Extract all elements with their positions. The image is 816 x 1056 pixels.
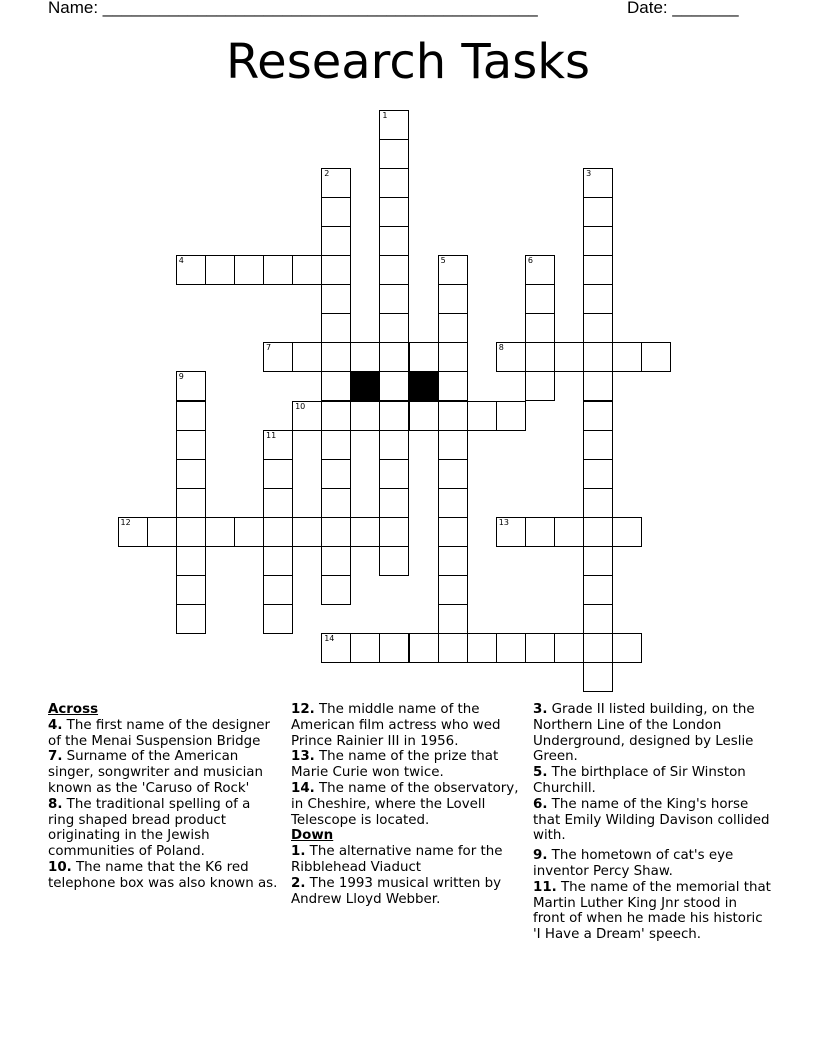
grid-cell[interactable] <box>321 430 351 460</box>
clue-text: The 1993 musical written by Andrew Lloyd Webber. <box>291 875 502 907</box>
grid-cell[interactable] <box>263 604 293 634</box>
grid-cell[interactable] <box>379 255 409 285</box>
cell-number: 2 <box>324 168 330 178</box>
grid-cell[interactable] <box>176 546 206 576</box>
grid-cell[interactable] <box>379 197 409 227</box>
black-square <box>350 371 380 401</box>
grid-cell[interactable] <box>379 313 409 343</box>
grid-cell[interactable] <box>321 401 351 431</box>
grid-cell[interactable] <box>176 575 206 605</box>
grid-cell[interactable] <box>496 517 526 547</box>
grid-cell[interactable] <box>525 255 555 285</box>
grid-cell[interactable] <box>176 401 206 431</box>
clue-text: The middle name of the American film actress who wed Prince Rainier III in 1956. <box>291 702 501 749</box>
clue-number: 7. <box>48 749 63 765</box>
clue-across-14 <box>291 781 523 828</box>
grid-cell[interactable] <box>321 575 351 605</box>
grid-cell[interactable] <box>234 517 264 547</box>
grid-cell[interactable] <box>438 604 468 634</box>
clue-text: The name of the prize that Marie Curie won twice. <box>291 749 499 781</box>
grid-cell[interactable] <box>583 284 613 314</box>
grid-cell[interactable] <box>409 342 439 372</box>
grid-cell[interactable] <box>583 662 613 692</box>
grid-cell[interactable] <box>612 342 642 372</box>
grid-cell[interactable] <box>438 430 468 460</box>
clue-text: The hometown of cat's eye inventor Percy Shaw. <box>533 848 734 879</box>
grid-cell[interactable] <box>321 459 351 489</box>
grid-cell[interactable] <box>321 168 351 198</box>
across-heading: Across <box>48 702 99 717</box>
clue-text: The traditional spelling of a ring shaped bread product originating in the Jewish communities of Poland. <box>48 796 251 860</box>
clue-down-2 <box>291 876 523 908</box>
clue-number: 14. <box>291 780 315 796</box>
clue-across-13 <box>291 749 523 781</box>
clue-text: The name of the King's horse that Emily Wilding Davison collided with. <box>533 796 770 844</box>
grid-cell[interactable] <box>583 430 613 460</box>
grid-cell[interactable] <box>321 342 351 372</box>
grid-cell[interactable] <box>467 633 497 663</box>
name-field: Name: ______________________________________________ <box>48 0 538 17</box>
grid-cell[interactable] <box>321 633 351 663</box>
grid-cell[interactable] <box>379 226 409 256</box>
clue-number: 2. <box>291 875 306 891</box>
grid-cell[interactable] <box>321 313 351 343</box>
grid-cell[interactable] <box>321 546 351 576</box>
grid-cell[interactable] <box>379 633 409 663</box>
clue-text: The name of the observatory, in Cheshire, where the Lovell Telescope is located. <box>291 780 519 828</box>
grid-cell[interactable] <box>321 488 351 518</box>
cell-number: 7 <box>266 343 272 353</box>
grid-cell[interactable] <box>263 342 293 372</box>
grid-cell[interactable] <box>583 517 613 547</box>
grid-cell[interactable] <box>379 430 409 460</box>
grid-cell[interactable] <box>641 342 671 372</box>
grid-cell[interactable] <box>176 255 206 285</box>
grid-cell[interactable] <box>438 517 468 547</box>
grid-cell[interactable] <box>496 342 526 372</box>
cell-number: 14 <box>324 634 335 644</box>
cell-number: 12 <box>120 517 131 527</box>
grid-cell[interactable] <box>379 284 409 314</box>
cell-number: 1 <box>382 110 388 120</box>
grid-cell[interactable] <box>554 517 584 547</box>
grid-cell[interactable] <box>321 226 351 256</box>
grid-cell[interactable] <box>525 371 555 401</box>
grid-cell[interactable] <box>438 488 468 518</box>
grid-cell[interactable] <box>583 168 613 198</box>
clue-column-2 <box>291 702 523 907</box>
grid-cell[interactable] <box>612 517 642 547</box>
clue-number: 5. <box>533 765 548 781</box>
grid-cell[interactable] <box>438 546 468 576</box>
grid-cell[interactable] <box>205 517 235 547</box>
grid-cell[interactable] <box>583 226 613 256</box>
grid-cell[interactable] <box>583 604 613 634</box>
clue-text: The alternative name for the Ribblehead Viaduct <box>291 844 503 875</box>
clue-across-7 <box>48 749 280 796</box>
grid-cell[interactable] <box>205 255 235 285</box>
grid-cell[interactable] <box>176 371 206 401</box>
grid-cell[interactable] <box>438 371 468 401</box>
grid-cell[interactable] <box>438 284 468 314</box>
grid-cell[interactable] <box>525 284 555 314</box>
black-square <box>409 371 439 401</box>
clue-across-4 <box>48 718 280 750</box>
clue-number: 8. <box>48 796 63 812</box>
down-heading: Down <box>291 828 334 844</box>
clue-text: Grade II listed building, on the Northern Line of the London Underground, designed by Leslie Green. <box>533 702 755 765</box>
grid-cell[interactable] <box>321 517 351 547</box>
cell-number: 9 <box>178 372 184 382</box>
clue-column-3 <box>533 702 773 943</box>
grid-cell[interactable] <box>554 633 584 663</box>
grid-cell[interactable] <box>176 459 206 489</box>
cell-number: 13 <box>498 517 509 527</box>
grid-cell[interactable] <box>583 459 613 489</box>
grid-cell[interactable] <box>321 255 351 285</box>
grid-cell[interactable] <box>118 517 148 547</box>
grid-cell[interactable] <box>263 575 293 605</box>
grid-cell[interactable] <box>379 517 409 547</box>
clue-number: 1. <box>291 844 306 860</box>
grid-cell[interactable] <box>379 342 409 372</box>
grid-cell[interactable] <box>350 401 380 431</box>
grid-cell[interactable] <box>583 633 613 663</box>
grid-cell[interactable] <box>583 546 613 576</box>
grid-cell[interactable] <box>583 255 613 285</box>
grid-cell[interactable] <box>350 633 380 663</box>
cell-number: 4 <box>178 256 184 265</box>
grid-cell[interactable] <box>234 255 264 285</box>
clue-text: The first name of the designer of the Menai Suspension Bridge <box>48 717 271 749</box>
grid-cell[interactable] <box>438 401 468 431</box>
clue-number: 12. <box>291 702 315 717</box>
grid-cell[interactable] <box>438 575 468 605</box>
grid-cell[interactable] <box>176 517 206 547</box>
clue-down-1 <box>291 844 523 876</box>
grid-cell[interactable] <box>525 517 555 547</box>
grid-cell[interactable] <box>409 633 439 663</box>
clue-number: 9. <box>533 848 548 864</box>
grid-cell[interactable] <box>176 488 206 518</box>
grid-cell[interactable] <box>438 633 468 663</box>
grid-cell[interactable] <box>583 197 613 227</box>
clue-text: The name that the K6 red telephone box was also known as. <box>48 859 278 891</box>
grid-cell[interactable] <box>409 401 439 431</box>
grid-cell[interactable] <box>525 633 555 663</box>
cell-number: 8 <box>498 343 504 353</box>
grid-cell[interactable] <box>263 459 293 489</box>
grid-cell[interactable] <box>147 517 177 547</box>
grid-cell[interactable] <box>554 342 584 372</box>
clue-text: The name of the memorial that Martin Luther King Jnr stood in front of when he made his historic 'I Have a Dream' speech. <box>533 879 771 943</box>
clue-down-6 <box>533 797 773 844</box>
grid-cell[interactable] <box>321 371 351 401</box>
grid-cell[interactable] <box>438 313 468 343</box>
grid-cell[interactable] <box>263 488 293 518</box>
grid-cell[interactable] <box>583 342 613 372</box>
clue-across-12 <box>291 702 523 749</box>
grid-cell[interactable] <box>583 488 613 518</box>
grid-cell[interactable] <box>583 401 613 431</box>
grid-cell[interactable] <box>525 313 555 343</box>
grid-cell[interactable] <box>263 517 293 547</box>
clue-text: The birthplace of Sir Winston Churchill. <box>533 765 746 796</box>
clue-down-11 <box>533 880 773 943</box>
clue-across-10 <box>48 860 280 892</box>
grid-cell[interactable] <box>263 546 293 576</box>
grid-cell[interactable] <box>438 255 468 285</box>
grid-cell[interactable] <box>438 342 468 372</box>
grid-cell[interactable] <box>321 197 351 227</box>
grid-cell[interactable] <box>525 342 555 372</box>
grid-cell[interactable] <box>496 401 526 431</box>
page-title: Research Tasks <box>225 34 591 90</box>
grid-cell[interactable] <box>379 546 409 576</box>
grid-cell[interactable] <box>379 110 409 140</box>
clue-column-1 <box>48 702 280 892</box>
clue-number: 13. <box>291 749 315 765</box>
cell-number: 3 <box>586 168 592 178</box>
grid-cell[interactable] <box>379 488 409 518</box>
clue-text: Surname of the American singer, songwriter and musician known as the 'Caruso of Rock' <box>48 749 263 796</box>
clue-number: 4. <box>48 717 63 733</box>
clue-number: 3. <box>533 702 548 717</box>
grid-cell[interactable] <box>176 430 206 460</box>
grid-cell[interactable] <box>263 255 293 285</box>
grid-cell[interactable] <box>379 459 409 489</box>
grid-cell[interactable] <box>292 255 322 285</box>
grid-cell[interactable] <box>263 430 293 460</box>
grid-cell[interactable] <box>379 139 409 169</box>
clue-across-8 <box>48 797 280 860</box>
grid-cell[interactable] <box>496 633 526 663</box>
grid-cell[interactable] <box>292 517 322 547</box>
clue-down-5 <box>533 765 773 797</box>
grid-cell[interactable] <box>467 401 497 431</box>
clue-down-3 <box>533 702 773 765</box>
grid-cell[interactable] <box>292 401 322 431</box>
cell-number: 10 <box>295 401 306 411</box>
grid-cell[interactable] <box>583 575 613 605</box>
grid-cell[interactable] <box>379 371 409 401</box>
grid-cell[interactable] <box>438 459 468 489</box>
grid-cell[interactable] <box>379 168 409 198</box>
clue-number: 11. <box>533 879 557 895</box>
clue-number: 10. <box>48 859 72 875</box>
grid-cell[interactable] <box>176 604 206 634</box>
grid-cell[interactable] <box>321 284 351 314</box>
date-field: Date: _______ <box>627 0 739 17</box>
grid-cell[interactable] <box>612 633 642 663</box>
clue-number: 6. <box>533 796 548 812</box>
cell-number: 6 <box>527 256 533 265</box>
cell-number: 5 <box>440 256 446 265</box>
grid-cell[interactable] <box>350 517 380 547</box>
cell-number: 11 <box>266 430 277 440</box>
grid-cell[interactable] <box>583 313 613 343</box>
grid-cell[interactable] <box>583 371 613 401</box>
clue-down-9 <box>533 848 773 880</box>
grid-cell[interactable] <box>292 342 322 372</box>
grid-cell[interactable] <box>379 401 409 431</box>
grid-cell[interactable] <box>350 342 380 372</box>
